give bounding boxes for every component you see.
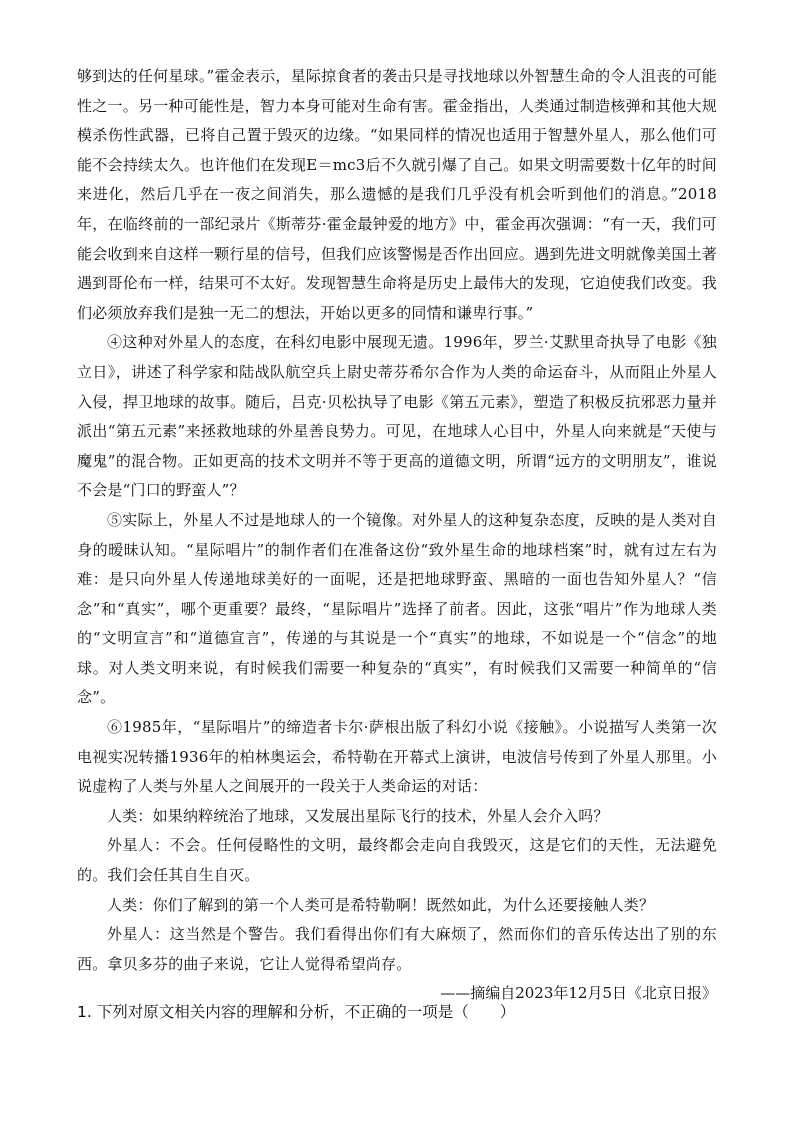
dialogue-line-human-2: 人类：你们了解到的第一个人类可是希特勒啊！既然如此，为什么还要接触人类？ <box>107 895 655 914</box>
paragraph-4: ④这种对外星人的态度，在科幻电影中展现无遗。1996年，罗兰·艾默里奇执导了电影《独立日》，讲述了科学家和陆战队航空兵上尉史蒂芬希尔合作为人类的命运奋斗，从而阻止外星人入侵，捍卫地球的故事。随后，吕克·贝松执导了电影《第五元素》，塑造了积极反抗邪恶力量并派出“第五元素”来拯救地球的外星善良势力。可见，在地球人心目中，外星人向来就是“天使与魔鬼”的混合物。正如更高的技术文明并不等于更高的道德文明，所谓“远方的文明朋友”，谁说不会是“门口的野蛮人”？ <box>77 333 717 500</box>
question-1-stem: 1. 下列对原文相关内容的理解和分析，不正确的一项是（ ） <box>77 1003 516 1021</box>
paragraph-6: ⑥1985年，“星际唱片”的缔造者卡尔·萨根出版了科幻小说《接触》。小说描写人类第一次电视实况转播1936年的柏林奥运会，希特勒在开幕式上演讲，电波信号传到了外星人那里。小说虚构了人类与外星人之间展开的一段关于人类命运的对话： <box>77 718 717 796</box>
paragraph-5: ⑤实际上，外星人不过是地球人的一个镜像。对外星人的这种复杂态度，反映的是人类对自身的暧昧认知。“星际唱片”的制作者们在准备这份“致外星生命的地球档案”时，就有过左右为难：是只向外星人传递地球美好的一面呢，还是把地球野蛮、黑暗的一面也告知外星人？“信念”和“真实”，哪个更重要？最终，“星际唱片”选择了前者。因此，这张“唱片”作为地球人类的“文明宣言”和“道德宣言”，传递的与其说是一个“真实”的地球，不如说是一个“信念”的地球。对人类文明来说，有时候我们需要一种复杂的“真实”，有时候我们又需要一种简单的“信念”。 <box>77 510 717 707</box>
dialogue-line-human-1: 人类：如果纳粹统治了地球，又发展出星际飞行的技术，外星人会介入吗？ <box>107 806 609 825</box>
article-body <box>77 62 717 1009</box>
source-attribution: ——摘编自2023年12月5日《北京日报》 <box>440 984 717 1003</box>
dialogue-line-alien-1: 外星人：不会。任何侵略性的文明，最终都会走向自我毁灭，这是它们的天性，无法避免的。我们会任其自生自灭。 <box>77 836 717 885</box>
paragraph-continuation: 够到达的任何星球。”霍金表示，星际掠食者的袭击只是寻找地球以外智慧生命的令人沮丧的可能性之一。另一种可能性是，智力本身可能对生命有害。霍金指出，人类通过制造核弹和其他大规模杀伤性武器，已将自己置于毁灭的边缘。“如果同样的情况也适用于智慧外星人，那么他们可能不会持续太久。也许他们在发现E＝mc3后不久就引爆了自己。如果文明需要数十亿年的时间来进化，然后几乎在一夜之间消失，那么遗憾的是我们几乎没有机会听到他们的消息。”2018年，在临终前的一部纪录片《斯蒂芬·霍金最钟爱的地方》中，霍金再次强调：“有一天，我们可能会收到来自这样一颗行星的信号，但我们应该警惕是否作出回应。遇到先进文明就像美国土著遇到哥伦布一样，结果可不太好。发现智慧生命将是历史上最伟大的发现，它迫使我们改变。我们必须放弃我们是独一无二的想法，开始以更多的同情和谦卑行事。” <box>77 67 717 322</box>
dialogue-line-alien-2: 外星人：这当然是个警告。我们看得出你们有大麻烦了，然而你们的音乐传达出了别的东西。拿贝多芬的曲子来说，它让人觉得希望尚存。 <box>77 925 717 973</box>
